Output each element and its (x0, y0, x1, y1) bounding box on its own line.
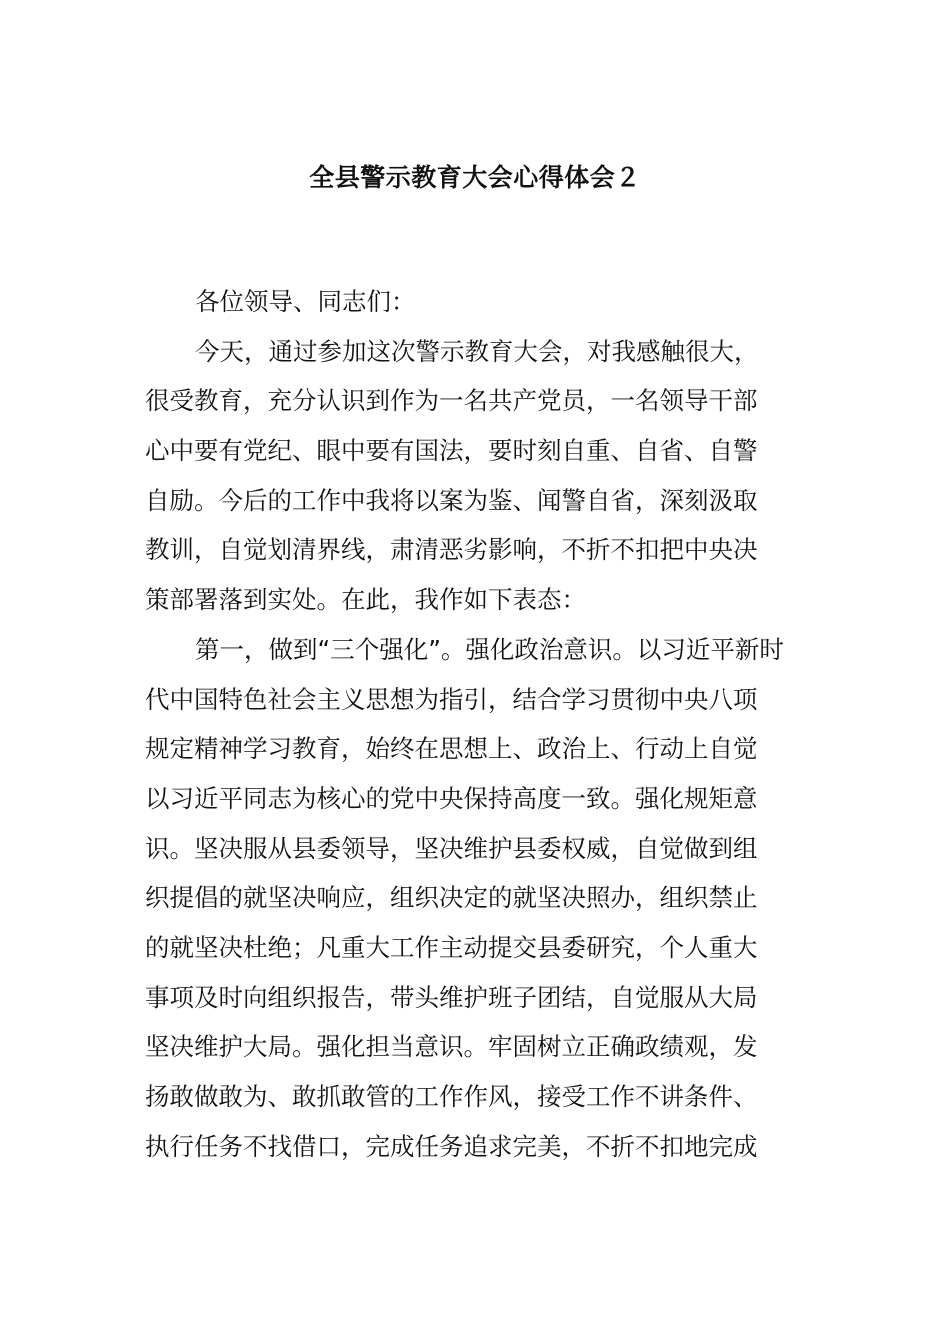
paragraph-line: 自励。今后的工作中我将以案为鉴、闻警自省，深刻汲取 (145, 485, 758, 515)
paragraph-line: 第一，做到“三个强化”。强化政治意识。以习近平新时 (195, 634, 784, 664)
paragraph-line: 规定精神学习教育，始终在思想上、政治上、行动上自觉 (145, 734, 758, 764)
paragraph-line: 事项及时向组织报告，带头维护班子团结，自觉服从大局 (145, 982, 758, 1012)
paragraph-line: 以习近平同志为核心的党中央保持高度一致。强化规矩意 (145, 783, 758, 813)
document-title: 全县警示教育大会心得体会２ (309, 163, 641, 192)
document-body (145, 282, 810, 1176)
paragraph-line: 坚决维护大局。强化担当意识。牢固树立正确政绩观，发 (145, 1032, 758, 1062)
paragraph-line: 今天，通过参加这次警示教育大会，对我感触很大， (195, 336, 759, 366)
paragraph-line: 心中要有党纪、眼中要有国法，要时刻自重、自省、自警 (145, 436, 758, 466)
paragraph-line: 教训，自觉划清界线，肃清恶劣影响，不折不扣把中央决 (145, 535, 758, 565)
paragraph-line: 执行任务不找借口，完成任务追求完美，不折不扣地完成 (145, 1131, 758, 1161)
salutation-line: 各位领导、同志们： (195, 287, 416, 316)
paragraph-line: 策部署落到实处。在此，我作如下表态： (145, 585, 586, 615)
paragraph-line: 织提倡的就坚决响应，组织决定的就坚决照办，组织禁止 (145, 883, 758, 913)
paragraph-line: 扬敢做敢为、敢抓敢管的工作作风，接受工作不讲条件、 (145, 1082, 758, 1111)
paragraph-line: 的就坚决杜绝；凡重大工作主动提交县委研究，个人重大 (145, 932, 758, 962)
paragraph-line: 识。坚决服从县委领导，坚决维护县委权威，自觉做到组 (145, 833, 758, 863)
paragraph-line: 很受教育，充分认识到作为一名共产党员，一名领导干部 (145, 386, 758, 416)
paragraph-line: 代中国特色社会主义思想为指引，结合学习贯彻中央八项 (145, 684, 758, 714)
